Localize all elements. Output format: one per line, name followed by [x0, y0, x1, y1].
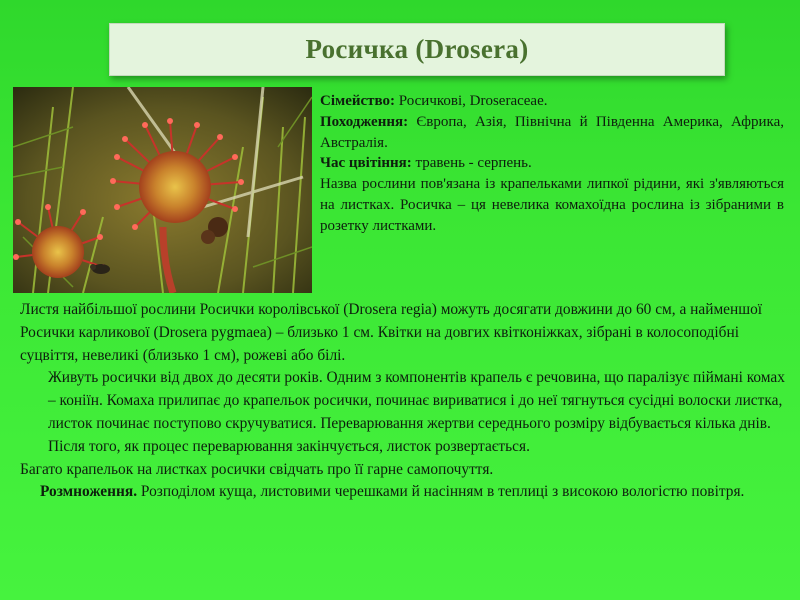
main-text: [20, 299, 786, 504]
plant-info: [320, 91, 784, 237]
bloom-line: [320, 153, 784, 174]
bloom-label: Час цвітіння:: [320, 155, 412, 172]
reproduction-label: Розмноження.: [40, 483, 138, 501]
family-line: [320, 91, 784, 112]
family-label: Сімейство:: [320, 93, 396, 109]
reproduction-value: Розподілом куща, листовими черешками й насінням в теплиці з високою вологістю повітря.: [137, 483, 745, 501]
bloom-value: травень - серпень.: [411, 155, 532, 172]
title-box: [109, 23, 725, 76]
paragraph-droplets: Багато крапельок на листках росички свідчать про її гарне самопочуття.: [20, 460, 494, 478]
origin-label: Походження:: [320, 113, 409, 130]
sundew-photo: [13, 87, 312, 293]
paragraph-life: Живуть росички від двох до десяти років. Одним з компонентів крапель є речовина, що паралізує піймані комах – коніїн. Комаха прилипає до крапельок росички, починає вириватися і до неї тягнуться сусідні волоски листка, листок починає поступово скручуватися. Переварювання жертви середнього розміру відбувається кілька днів. Після того, як процес переварювання закінчується, листок розвертається.: [48, 369, 785, 455]
name-description: Назва рослини пов'язана із крапельками липкої рідини, які з'являються на листках. Росичка – ця невелика комахоїдна рослина із зібраними в розетку листками.: [320, 176, 784, 234]
paragraph-reproduction: [20, 481, 786, 504]
paragraph-size: Листя найбільшої рослини Росички королівської (Drosera regia) можуть досягати довжини до 60 см, а найменшої Росички карликової (Drosera pygmaea) – близько 1 см. Квітки на довгих квітконіжках, зібрані в колосоподібні суцвіття, невеликі (близько 1 см), рожеві або білі.: [20, 301, 763, 364]
origin-value: Європа, Азія, Північна й Південна Америка, Африка, Австралія.: [320, 113, 784, 151]
page-title: Росичка (Drosera): [305, 34, 529, 64]
sundew-illustration: [13, 87, 312, 293]
family-value: Росичкові, Droseraceae.: [395, 93, 548, 109]
origin-line: [320, 112, 784, 154]
